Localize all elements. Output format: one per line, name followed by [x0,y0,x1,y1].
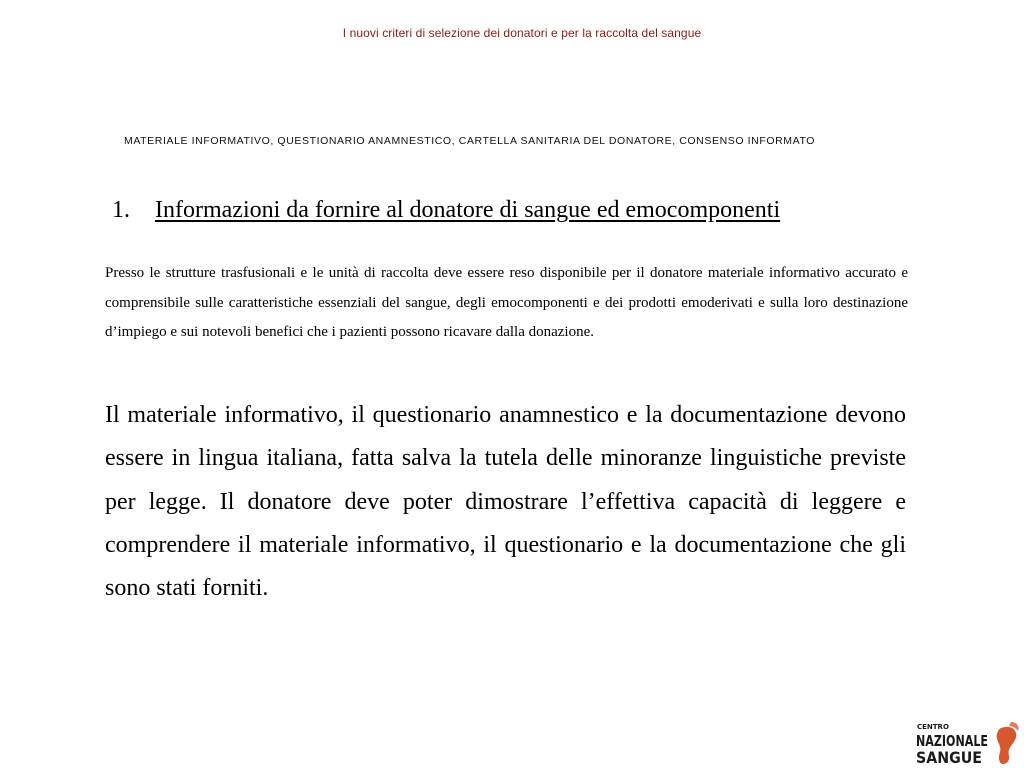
section-heading [112,197,780,224]
paragraph-language: Il materiale informativo, il questionario anamnestico e la documentazione devono essere in lingua italiana, fatta salva la tutela delle minoranze linguistiche previste per legge. Il donatore deve poter dimostrare l’effettiva capacità di leggere e comprendere il materiale informativo, il questionario e la documentazione che gli sono stati forniti. [105,402,906,602]
section-title: Informazioni da fornire al donatore di sangue ed emocomponenti [155,197,781,223]
logo-line-centro: CENTRO [917,723,949,731]
paragraph-intro: Presso le strutture trasfusionali e le unità di raccolta deve essere reso disponibile per il donatore materiale informativo accurato e comprensibile sulle caratteristiche essenziali del sangue, degli emocomponenti e dei prodotti emoderivati e sulla loro destinazione d’impiego e sui notevoli benefici che i pazienti possono ricavare dalla donazione. [105,265,908,340]
centro-nazionale-sangue-logo [915,718,1021,766]
logo-line-nazionale: NAZIONALE [916,732,988,750]
section-subheading: MATERIALE INFORMATIVO, QUESTIONARIO ANAMNESTICO, CARTELLA SANITARIA DEL DONATORE, CONSENSO INFORMATO [124,135,816,147]
logo-drop-mark [997,722,1019,764]
document-header-title: I nuovi criteri di selezione dei donatori e per la raccolta del sangue [342,26,702,40]
logo-line-sangue: SANGUE [916,748,982,766]
section-number: 1. [112,197,130,223]
